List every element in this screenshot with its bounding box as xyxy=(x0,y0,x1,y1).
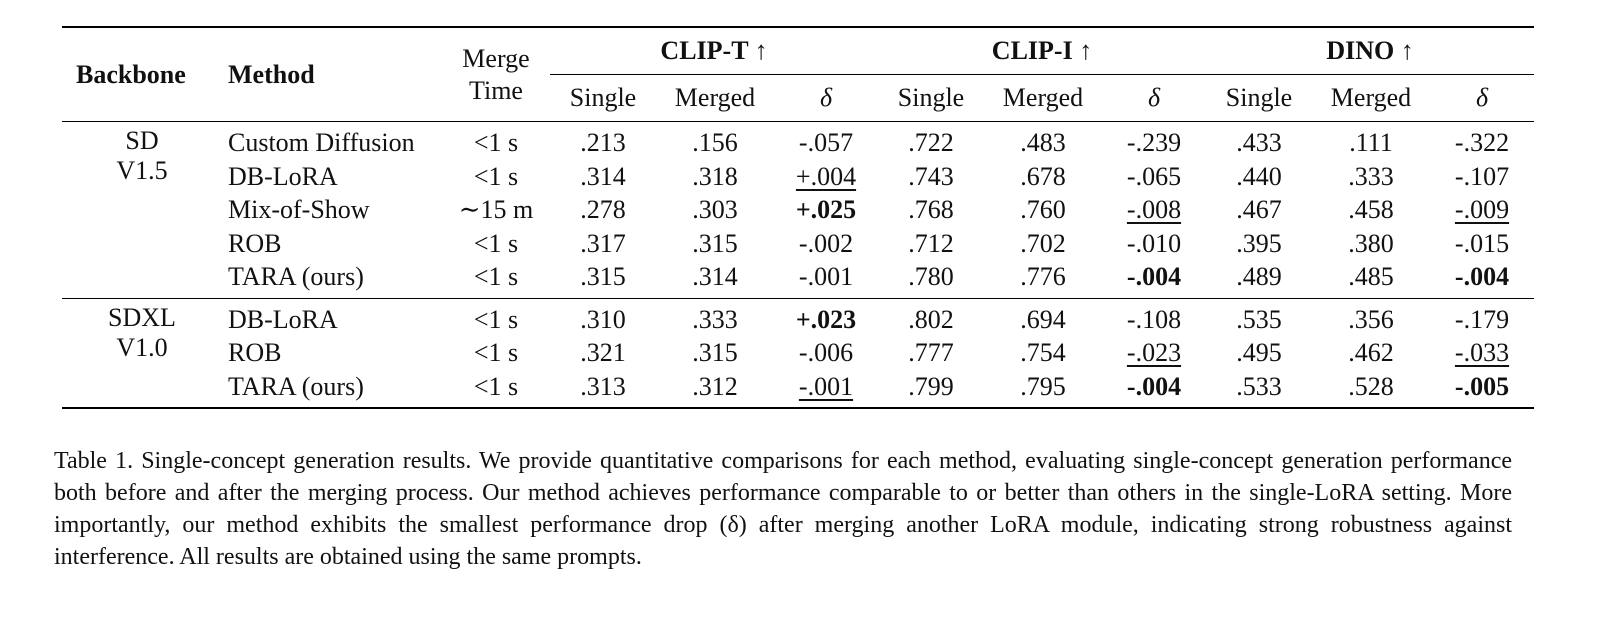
method-header: Method xyxy=(228,59,315,89)
value-cell-merged: .528 xyxy=(1348,371,1394,401)
value-cell-single: .535 xyxy=(1236,304,1282,334)
value-cell-single: .799 xyxy=(908,371,954,401)
merge-time-cell: <1 s xyxy=(473,371,519,401)
table-row xyxy=(62,370,1534,409)
value-cell-merged: .333 xyxy=(692,304,738,334)
value-cell-single: .780 xyxy=(908,262,954,291)
backbone-cell xyxy=(62,122,222,299)
value-cell-delta: -.239 xyxy=(1126,128,1182,157)
value-cell-single: .533 xyxy=(1236,371,1282,401)
method-cell: Custom Diffusion xyxy=(228,128,415,157)
value-cell-delta: +.023 xyxy=(795,304,857,334)
value-cell-merged: .314 xyxy=(692,262,738,291)
value-cell-delta: -.108 xyxy=(1126,304,1182,334)
value-cell-delta: -.009 xyxy=(1454,195,1510,224)
value-cell-single: .712 xyxy=(908,228,954,258)
value-cell-single: .777 xyxy=(908,338,954,367)
value-cell-merged: .760 xyxy=(1020,195,1066,224)
value-cell-delta: -.002 xyxy=(798,228,854,258)
value-cell-single: .313 xyxy=(580,371,626,401)
value-cell-delta: -.006 xyxy=(798,338,854,367)
method-cell: ROB xyxy=(228,228,282,258)
value-cell-merged: .694 xyxy=(1020,304,1066,334)
merge-time-cell: <1 s xyxy=(473,128,519,157)
table-section-1 xyxy=(62,122,1534,299)
value-cell-single: .440 xyxy=(1236,161,1282,191)
value-cell-merged: .702 xyxy=(1020,228,1066,258)
merge-time-cell: ∼15 m xyxy=(458,195,534,224)
clip-i-header: CLIP-I ↑ xyxy=(878,27,1206,75)
value-cell-delta: -.057 xyxy=(798,128,854,157)
sub-header-delta: δ xyxy=(1475,83,1489,112)
clip-t-header: CLIP-T ↑ xyxy=(550,27,878,75)
value-cell-single: .310 xyxy=(580,304,626,334)
value-cell-merged: .754 xyxy=(1020,338,1066,367)
value-cell-merged: .678 xyxy=(1020,161,1066,191)
value-cell-delta: -.322 xyxy=(1454,128,1510,157)
merge-time-cell: <1 s xyxy=(473,262,519,291)
value-cell-single: .213 xyxy=(580,128,626,157)
value-cell-delta: -.004 xyxy=(1126,262,1182,291)
value-cell-delta: -.015 xyxy=(1454,228,1510,258)
dino-header: DINO ↑ xyxy=(1206,27,1534,75)
backbone-label: SDXL xyxy=(108,302,176,332)
merge-time-cell: <1 s xyxy=(473,304,519,334)
sub-header-merged: Merged xyxy=(1330,83,1412,112)
value-cell-delta: +.004 xyxy=(795,161,857,191)
merge-time-cell: <1 s xyxy=(473,228,519,258)
value-cell-merged: .315 xyxy=(692,338,738,367)
value-cell-single: .395 xyxy=(1236,228,1282,258)
merge-time-cell: <1 s xyxy=(473,338,519,367)
method-cell: ROB xyxy=(228,338,282,367)
value-cell-merged: .795 xyxy=(1020,371,1066,401)
value-cell-single: .722 xyxy=(908,128,954,157)
results-table xyxy=(62,26,1534,409)
value-cell-single: .433 xyxy=(1236,128,1282,157)
value-cell-delta: -.107 xyxy=(1454,161,1510,191)
table-row xyxy=(62,298,1534,336)
value-cell-merged: .380 xyxy=(1348,228,1394,258)
sub-header-delta: δ xyxy=(819,83,833,112)
table-caption: Table 1. Single-concept generation results. We provide quantitative comparisons for each method, evaluating single-concept generation performance both before and after the merging process. Our method achieves performance comparable to or better than others in the single-LoRA setting. More importantly, our method exhibits the smallest performance drop (δ) after merging another LoRA module, indicating strong robustness against interference. All results are obtained using the same prompts. xyxy=(54,448,1512,570)
value-cell-delta: -.001 xyxy=(798,371,854,401)
value-cell-delta: -.001 xyxy=(798,262,854,291)
value-cell-delta: -.004 xyxy=(1454,262,1510,291)
table-row xyxy=(62,122,1534,160)
sub-header-delta: δ xyxy=(1147,83,1161,112)
table-row xyxy=(62,193,1534,227)
value-cell-single: .802 xyxy=(908,304,954,334)
backbone-label: SD xyxy=(125,126,159,155)
value-cell-delta: +.025 xyxy=(795,195,857,224)
value-cell-delta: -.004 xyxy=(1126,371,1182,401)
table-row xyxy=(62,336,1534,370)
sub-header-merged: Merged xyxy=(674,83,756,112)
value-cell-merged: .303 xyxy=(692,195,738,224)
value-cell-merged: .312 xyxy=(692,371,738,401)
value-cell-delta: -.010 xyxy=(1126,228,1182,258)
value-cell-merged: .458 xyxy=(1348,195,1394,224)
method-cell: Mix-of-Show xyxy=(228,195,370,224)
sub-header-single: Single xyxy=(1225,83,1293,112)
value-cell-merged: .356 xyxy=(1348,304,1394,334)
sub-header-single: Single xyxy=(569,83,637,112)
value-cell-delta: -.023 xyxy=(1126,338,1182,367)
value-cell-merged: .318 xyxy=(692,161,738,191)
method-cell: TARA (ours) xyxy=(228,371,364,401)
value-cell-single: .495 xyxy=(1236,338,1282,367)
value-cell-single: .467 xyxy=(1236,195,1282,224)
value-cell-single: .278 xyxy=(580,195,626,224)
table-row xyxy=(62,160,1534,194)
value-cell-single: .314 xyxy=(580,161,626,191)
value-cell-merged: .485 xyxy=(1348,262,1394,291)
value-cell-merged: .156 xyxy=(692,128,738,157)
value-cell-delta: -.033 xyxy=(1454,338,1510,367)
value-cell-merged: .315 xyxy=(692,228,738,258)
value-cell-single: .317 xyxy=(580,228,626,258)
value-cell-delta: -.008 xyxy=(1126,195,1182,224)
value-cell-delta: -.065 xyxy=(1126,161,1182,191)
value-cell-merged: .462 xyxy=(1348,338,1394,367)
backbone-cell xyxy=(62,298,222,408)
merge-time-line2: Time xyxy=(469,75,523,105)
table-row xyxy=(62,260,1534,298)
merge-time-line1: Merge xyxy=(462,43,530,73)
value-cell-single: .768 xyxy=(908,195,954,224)
value-cell-merged: .111 xyxy=(1349,128,1393,157)
backbone-label: V1.5 xyxy=(116,156,168,185)
value-cell-merged: .333 xyxy=(1348,161,1394,191)
value-cell-single: .321 xyxy=(580,338,626,367)
method-cell: TARA (ours) xyxy=(228,262,364,291)
backbone-header: Backbone xyxy=(76,59,186,89)
method-cell: DB-LoRA xyxy=(228,161,338,191)
backbone-label: V1.0 xyxy=(116,332,168,362)
method-cell: DB-LoRA xyxy=(228,304,338,334)
table-row xyxy=(62,227,1534,261)
table-header xyxy=(62,27,1534,122)
value-cell-delta: -.179 xyxy=(1454,304,1510,334)
value-cell-delta: -.005 xyxy=(1454,371,1510,401)
sub-header-single: Single xyxy=(897,83,965,112)
value-cell-single: .489 xyxy=(1236,262,1282,291)
value-cell-merged: .483 xyxy=(1020,128,1066,157)
table-section-2 xyxy=(62,298,1534,408)
value-cell-single: .315 xyxy=(580,262,626,291)
sub-header-merged: Merged xyxy=(1002,83,1084,112)
value-cell-single: .743 xyxy=(908,161,954,191)
value-cell-merged: .776 xyxy=(1020,262,1066,291)
merge-time-header xyxy=(442,27,550,122)
merge-time-cell: <1 s xyxy=(473,161,519,191)
